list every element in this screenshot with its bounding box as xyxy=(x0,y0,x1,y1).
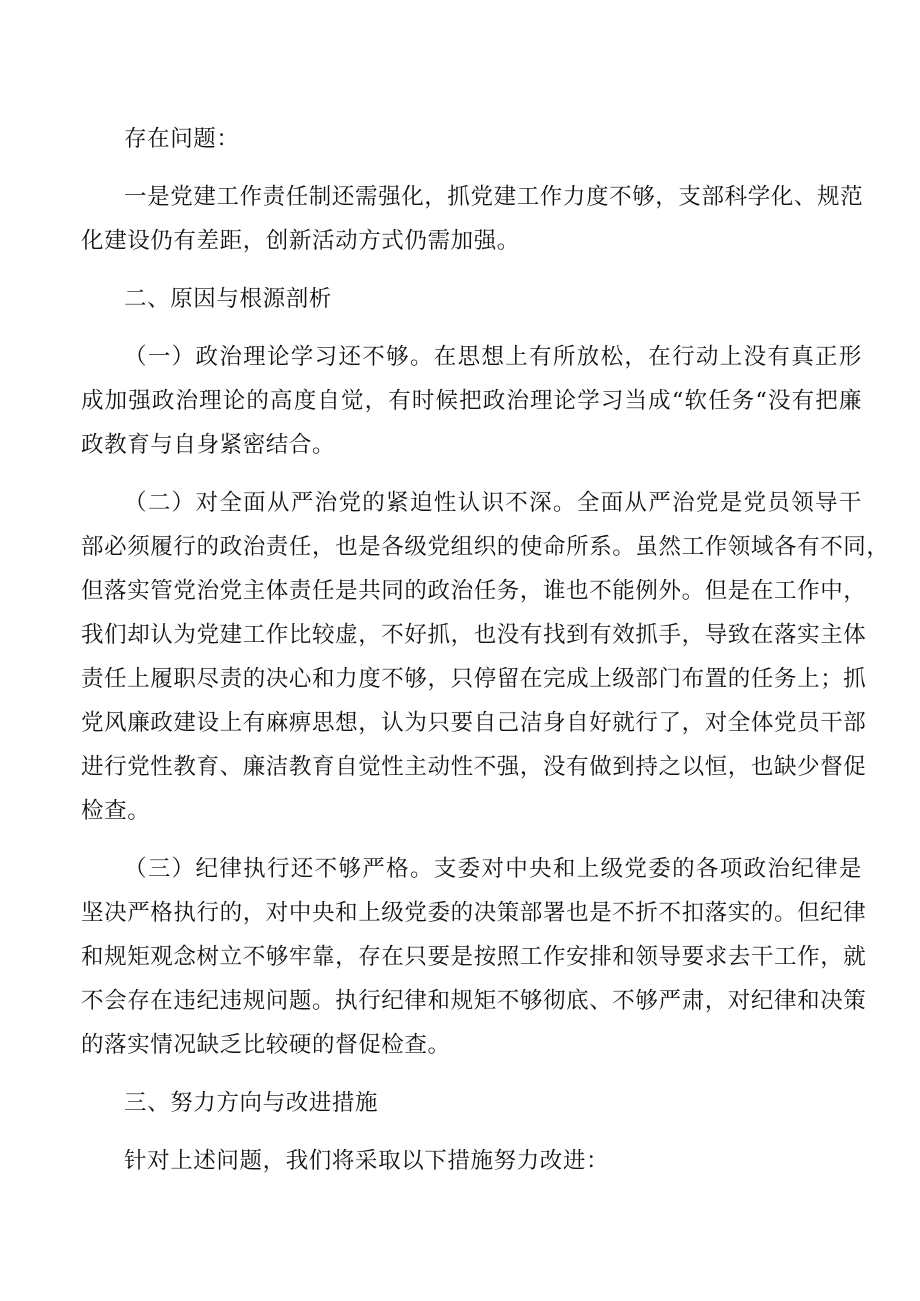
paragraph-line: 政教育与自身紧密结合。 xyxy=(81,432,336,458)
section-label-problems: 存在问题： xyxy=(124,126,240,152)
paragraph-line: 和规矩观念树立不够牢靠，存在只要是按照工作安排和领导要求去干工作，就 xyxy=(81,944,867,970)
paragraph-line: 成加强政治理论的高度自觉，有时候把政治理论学习当成“软任务“没有把廉 xyxy=(81,388,862,414)
paragraph-line: 责任上履职尽责的决心和力度不够，只停留在完成上级部门布置的任务上；抓 xyxy=(81,666,867,692)
paragraph-line: 我们却认为党建工作比较虚，不好抓，也没有找到有效抓手，导致在落实主体 xyxy=(81,622,867,648)
paragraph-line: 进行党性教育、廉洁教育自觉性主动性不强，没有做到持之以恒，也缺少督促 xyxy=(81,754,867,780)
paragraph-line: 的落实情况缺乏比较硬的督促检查。 xyxy=(81,1032,451,1058)
paragraph-line: （三）纪律执行还不够严格。支委对中央和上级党委的各项政治纪律是 xyxy=(124,856,862,882)
paragraph-line: （二）对全面从严治党的紧迫性认识不深。全面从严治党是党员领导干 xyxy=(124,490,862,516)
section-heading-3: 三、努力方向与改进措施 xyxy=(124,1090,379,1116)
paragraph-line: 部必须履行的政治责任，也是各级党组织的使命所系。虽然工作领域各有不同， xyxy=(81,534,890,560)
paragraph-line: 针对上述问题，我们将采取以下措施努力改进： xyxy=(124,1148,610,1174)
paragraph-line: 坚决严格执行的，对中央和上级党委的决策部署也是不折不扣落实的。但纪律 xyxy=(81,900,867,926)
paragraph-line: 化建设仍有差距，创新活动方式仍需加强。 xyxy=(81,228,520,254)
paragraph-line: 不会存在违纪违规问题。执行纪律和规矩不够彻底、不够严肃，对纪律和决策 xyxy=(81,988,867,1014)
paragraph-line: 党风廉政建设上有麻痹思想，认为只要自己洁身自好就行了，对全体党员干部 xyxy=(81,710,867,736)
paragraph-line: 但落实管党治党主体责任是共同的政治任务，谁也不能例外。但是在工作中， xyxy=(81,578,867,604)
paragraph-line: 一是党建工作责任制还需强化，抓党建工作力度不够，支部科学化、规范 xyxy=(124,184,864,210)
paragraph-line: 检查。 xyxy=(81,798,151,824)
section-heading-2: 二、原因与根源剖析 xyxy=(124,286,332,312)
paragraph-line: （一）政治理论学习还不够。在思想上有所放松，在行动上没有真正形 xyxy=(124,344,862,370)
